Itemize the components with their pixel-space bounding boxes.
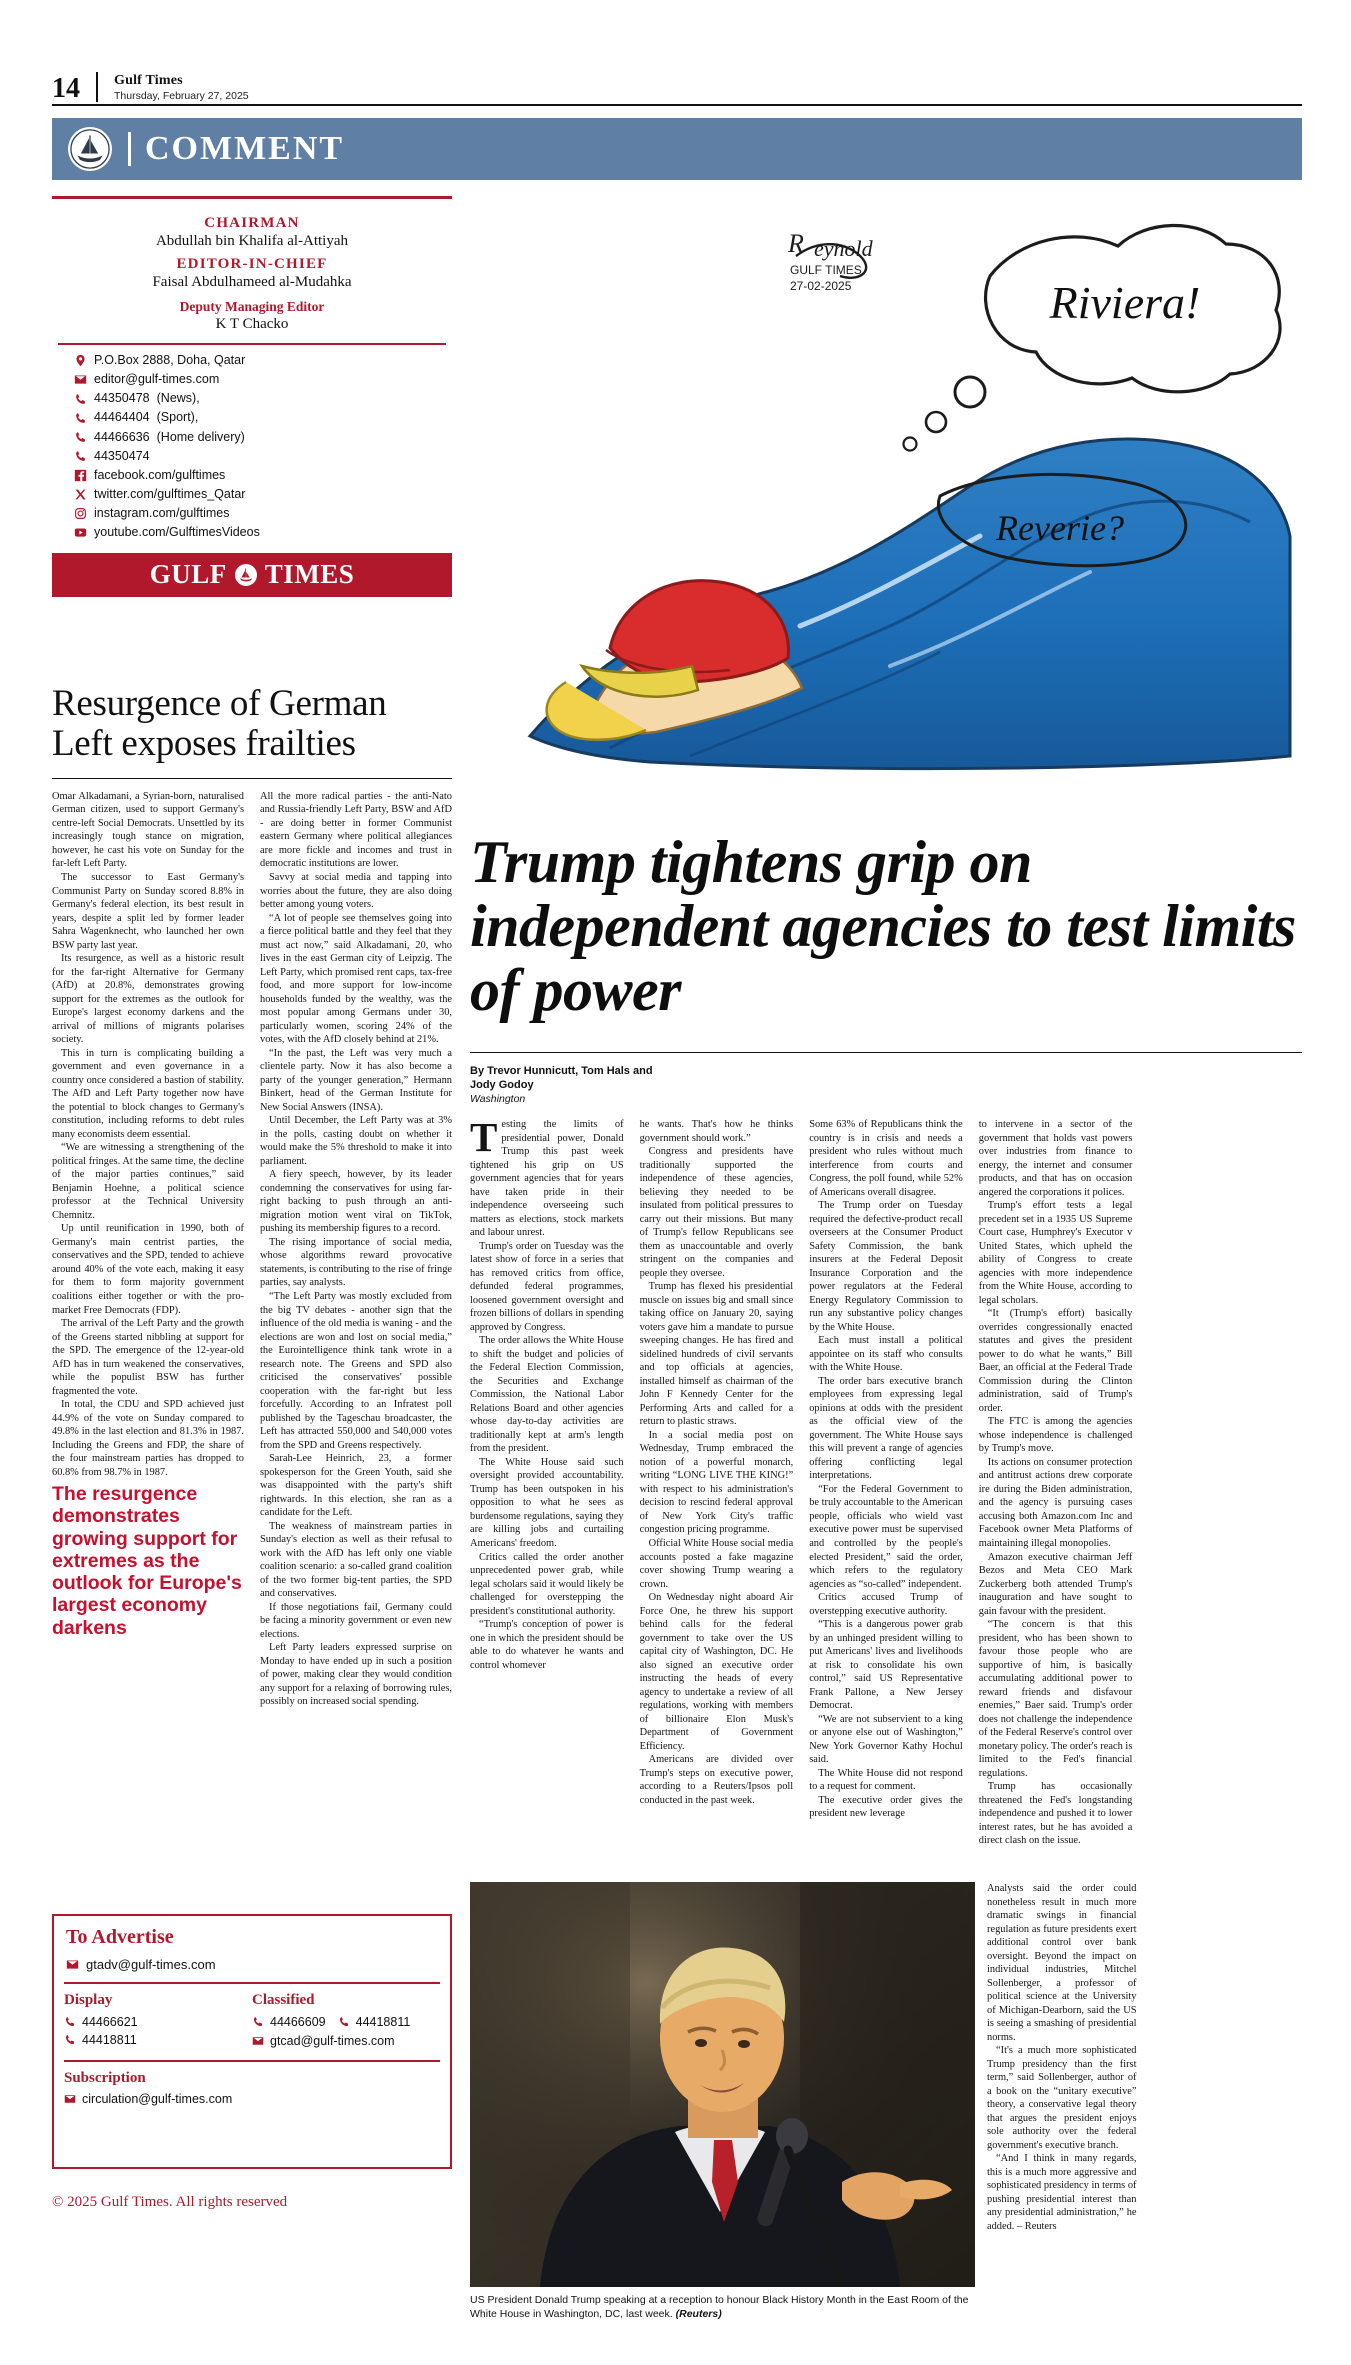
section-title: COMMENT (145, 130, 345, 167)
paragraph: In total, the CDU and SPD achieved just 44.9% of the vote on Sunday compared to 49.8% in the last election and 81.3% in 1987. Including the Greens and FDP, the share of the four mainstream parties has dropped to 60.8% from 98.7% in 1987. (52, 1399, 244, 1478)
main-article-body (470, 1114, 1302, 1868)
left-article (52, 684, 452, 1709)
paragraph: “We are witnessing a strengthening of the political fringes. At the same time, the decline of the major parties continues,” said Benjamin Hoehne, a political science professor at the Technical University Chemnitz. (52, 1142, 244, 1221)
publication-name: Gulf Times (114, 73, 183, 89)
photo-caption (470, 2294, 975, 2321)
paragraph: The successor to East Germany's Communist Party on Sunday scored 8.8% in Germany's federal election, its best result in years, despite a split led by former leader Sahra Wagenknecht, who launched her own BSW party last year. (52, 872, 244, 951)
paragraph: Its resurgence, as well as a historic result for the far-right Alternative for Germany (AfD) at 20.8%, demonstrates growing support for the extremes as the outlook for Europe's largest economy darkens and the arrival of millions of migrants polarises society. (52, 953, 244, 1046)
paragraph: “The concern is that this president, who has been shown to favour those people who are supportive of him, is basically accumulating additional power to reward friends and disfavour enemies,” Baer said. Trump's order does not challenge the independence of the Federal Reserve's control over monetary policy. The order's reach is limited to the Fed's financial regulations. (978, 1619, 1133, 1779)
contact-facebook[interactable] (74, 468, 448, 484)
contact-twitter-text: twitter.com/gulftimes_Qatar (94, 486, 246, 501)
advertise-display-column (64, 1992, 252, 2048)
classified-label: Classified (252, 1992, 315, 2008)
contact-youtube[interactable] (74, 525, 448, 541)
wordmark-emblem-icon (235, 564, 257, 586)
paragraph: Official White House social media accounts posted a fake magazine cover showing Trump wearing a crown. (639, 1537, 794, 1590)
advertise-divider (64, 1982, 440, 1984)
facebook-icon (74, 469, 87, 482)
tail-column-2 (1153, 1882, 1303, 2233)
gulf-times-wordmark (52, 553, 452, 597)
paragraph: “We are not subservient to a king or anyone else out of Washington,” New York Governor Kathy Hochul said. (809, 1713, 963, 1766)
main-headline-rule (470, 1052, 1302, 1053)
paragraph: Critics accused Trump of overstepping executive authority. (809, 1592, 963, 1617)
left-article-column-1 (52, 790, 244, 1709)
publication-date: Thursday, February 27, 2025 (114, 90, 249, 103)
paragraph: “And I think in many regards, this is a much more aggressive and sophisticated presidency in terms of pushing presidential interest than any presidential administration,” he added. – Reuters (987, 2153, 1137, 2232)
classified-email-row[interactable] (252, 2034, 432, 2048)
advertise-email-row[interactable] (66, 1957, 450, 1972)
svg-text:eynold: eynold (814, 236, 873, 261)
subscription-label: Subscription (64, 2070, 146, 2086)
wordmark-gulf: GULF (149, 559, 227, 590)
chairman-name: Abdullah bin Khalifa al-Attiyah (155, 233, 349, 249)
section-banner (52, 118, 1302, 180)
tail-column-1 (987, 1882, 1137, 2233)
folio-divider (96, 72, 98, 102)
article-photo (470, 1882, 975, 2287)
advertise-classified-column (252, 1992, 440, 2048)
contact-address (74, 353, 448, 369)
paragraph: “In the past, the Left was very much a clientele party. Now it has also become a party of the younger generation,” Hermann Binkert, head of the German Institute for New Social Answers (INSA). (260, 1047, 452, 1113)
display-phone-1-number: 44466621 (82, 2015, 138, 2029)
phone-icon (64, 2034, 76, 2046)
main-column-3 (809, 1118, 963, 1868)
display-phone-1 (64, 2015, 244, 2029)
byline-location: Washington (470, 1092, 526, 1105)
editor-name: Faisal Abdulhameed al-Mudahka (152, 274, 352, 290)
contact-facebook-text: facebook.com/gulftimes (94, 467, 226, 482)
display-phone-2 (64, 2033, 244, 2047)
svg-text:R: R (788, 229, 804, 258)
svg-text:27-02-2025: 27-02-2025 (790, 279, 852, 293)
subscription-email: circulation@gulf-times.com (82, 2092, 233, 2106)
contact-twitter[interactable] (74, 487, 448, 503)
editorial-cartoon (470, 196, 1302, 806)
banner-divider (128, 132, 131, 166)
contact-phone-news-number: 44350478 (94, 391, 150, 406)
paragraph: “For the Federal Government to be truly accountable to the American people, officials who wield vast executive power must be supervised and controlled by the people's elected President,” said the order, which refers to the regulatory agencies as “so-called” independent. (809, 1483, 963, 1590)
paragraph: “A lot of people see themselves going into a fierce political battle and they feel that they must act now,” said Alkadamani, 20, who lives in the east German city of Leipzig. The Left Party, which promised rent caps, tax-free food, and more support for low-income households funded by the wealthy, was the most popular among Germans under 30, particularly women, scoring 24% of the votes, with the AfD closely behind at 21%. (260, 912, 452, 1046)
paragraph: The weakness of mainstream parties in Sunday's election as well as their refusal to work with the AfD has left only one viable coalition scenario: a so-called grand coalition of the two former big-tent parties, the SPD and conservatives. (260, 1520, 452, 1600)
pull-quote: The resurgence demonstrates growing support for extremes as the outlook for Europe's largest economy darkens (52, 1483, 242, 1639)
paragraph: Some 63% of Republicans think the country is in crisis and needs a president who rules without much interference from courts and Congress, the poll found, while 52% of Americans overall disagree. (809, 1119, 963, 1198)
folio (52, 72, 1302, 103)
paragraph: Savvy at social media and tapping into worries about the future, they are also doing better among young voters. (260, 872, 452, 911)
paragraph: Up until reunification in 1990, both of Germany's main centrist parties, the conservatives and the SPD, tended to achieve around 40% of the vote each, making it easy for them to form majority government coalitions either together or with the pro-market Free Democrats (FDP). (52, 1223, 244, 1316)
left-article-headline: Resurgence of German Left exposes frailties (52, 683, 387, 764)
mail-icon (252, 2035, 264, 2047)
main-column-4 (979, 1118, 1133, 1868)
contact-phone-extra (74, 449, 448, 465)
classified-email: gtcad@gulf-times.com (270, 2034, 395, 2048)
paragraph: Congress and presidents have traditionally supported the independence of these agencies, believing they needed to be insulated from political pressures to carry out their missions. But many of Trump's fellow Republicans see them as unaccountable and overly stringent on the companies and people they oversee. (639, 1146, 794, 1279)
paragraph: All the more radical parties - the anti-Nato and Russia-friendly Left Party, BSW and AfD - are doing better in former Communist eastern Germany where political allegiances are more fickle and incomes and trust in democratic institutions are lower. (260, 790, 452, 870)
classified-phone-1-number: 44466609 (270, 2015, 326, 2029)
advertise-title: To Advertise (66, 1926, 174, 1948)
main-column-1 (470, 1114, 624, 1868)
folio-rule (52, 104, 1302, 106)
svg-text:GULF TIMES: GULF TIMES (790, 263, 862, 277)
youtube-icon (74, 526, 87, 539)
gulf-times-logo-icon (68, 127, 112, 171)
svg-text:Riviera!: Riviera! (1049, 277, 1201, 328)
classified-phone-1 (252, 2015, 326, 2029)
display-label: Display (64, 1992, 113, 2008)
paragraph: The Trump order on Tuesday required the defective-product recall overseers at the Consumer Product Safety Commission, the bank insurers at the Federal Deposit Insurance Corporation and the power regulators at the Federal Energy Regulatory Commission to run any substantive policy changes by the White House. (809, 1200, 963, 1333)
masthead-box (52, 196, 452, 597)
paragraph: Testing the limits of presidential power, Donald Trump this past week tightened his grip on US government agencies that for years have taken pride in their independence overseeing such matters as elections, stock markets and labour unrest. (470, 1114, 624, 1239)
subscription-email-row[interactable] (64, 2092, 440, 2106)
paragraph: The White House did not respond to a request for comment. (809, 1767, 963, 1793)
contact-instagram[interactable] (74, 506, 448, 522)
contact-phone-home-label: (Home delivery) (156, 429, 245, 444)
main-article-tail (987, 1882, 1302, 2233)
phone-icon (74, 431, 87, 444)
paragraph: The arrival of the Left Party and the growth of the Greens started nibbling at support for the SPD. The emergence of the 12-year-old AfD has in turn weakened the conservatives, while the populist BSW has further fragmented the vote. (52, 1318, 244, 1397)
advertise-divider-2 (64, 2060, 440, 2062)
contact-phone-sport (74, 410, 448, 426)
paragraph: Sarah-Lee Heinrich, 23, a former spokesperson for the Green Youth, said she was disappointed with the party's shift rightwards. In this election, she ran as a candidate for the Left. (260, 1453, 452, 1519)
masthead-divider (58, 343, 446, 345)
main-column-2 (640, 1118, 794, 1868)
paragraph: The White House said such oversight provided accountability. Trump has been outspoken in his opposition to what he sees as burdensome regulations, saying they are killing jobs and curtailing Americans' freedom. (470, 1456, 624, 1549)
paragraph: This in turn is complicating building a government and even governance in a country once considered a bastion of stability. The AfD and Left Party together now have the potential to block changes to Germany's constitution, including reforms to debt rules many economists deem essential. (52, 1047, 244, 1140)
paragraph: “The Left Party was mostly excluded from the big TV debates - another sign that the influence of the old media is waning - and the elections are won and lost on social media,” the Eurointelligence think tank wrote in a research note. The Greens and SPD also criticised the conservatives' possible cooperation with the far-right but less forcefully. According to an Infratest poll published by the Tageschau broadcaster, the Left has attracted 550,000 and 540,000 votes from the SPD and Greens respectively. (260, 1290, 452, 1451)
phone-icon (252, 2016, 264, 2028)
editor-label: EDITOR-IN-CHIEF (176, 256, 328, 272)
paragraph: The order bars executive branch employees from expressing legal opinions at odds with the president as the official view of the government. The White House says this will prevent a range of agencies offering conflicting legal interpretations. (809, 1375, 963, 1482)
paragraph: Critics called the order another unprecedented power grab, while legal scholars said it would likely be challenged for overstepping the president's constitutional authority. (470, 1551, 624, 1617)
svg-text:Reverie?: Reverie? (996, 508, 1124, 548)
mail-icon (74, 373, 87, 386)
contact-phone-home-delivery (74, 430, 448, 446)
phone-icon (338, 2016, 350, 2028)
paragraph: “It (Trump's effort) basically overrides congressionally enacted statutes and gives the president power to do what he wants,” Bill Baer, an official at the Federal Trade Commission during the Clinton administration, said of Trump's order. (978, 1308, 1133, 1414)
chairman-label: CHAIRMAN (204, 215, 300, 231)
main-column-5 (1148, 1118, 1302, 1868)
paragraph: Amazon executive chairman Jeff Bezos and Meta CEO Mark Zuckerberg both attended Trump's inauguration and have sought to gain favour with the president. (978, 1551, 1133, 1617)
paragraph: he wants. That's how he thinks government should work.” (639, 1119, 794, 1144)
subscription-block (54, 2070, 450, 2106)
paragraph: “Trump's conception of power is one in which the president should be able to do whatever he wants and control whomever (470, 1619, 624, 1671)
contact-phone-home-number: 44466636 (94, 429, 150, 444)
caption-text: US President Donald Trump speaking at a reception to honour Black History Month in the East Room of the White House in Washington, DC, last week. (470, 2294, 969, 2320)
contact-address-text: P.O.Box 2888, Doha, Qatar (94, 353, 246, 367)
paragraph: Trump has occasionally threatened the Fed's longstanding independence and pushed it to lower interest rates, but he has avoided a direct clash on the issue. (978, 1781, 1133, 1847)
location-icon (74, 354, 87, 367)
left-article-rule (52, 778, 452, 779)
paragraph: Trump's effort tests a legal precedent set in a 1935 US Supreme Court case, Humphrey's Executor v United States, which upheld the ability of Congress to create agencies with more independence from the White House, according to legal scholars. (978, 1200, 1133, 1306)
page-number: 14 (52, 73, 80, 104)
mail-icon (64, 2093, 76, 2105)
contact-youtube-text: youtube.com/GulftimesVideos (94, 525, 260, 540)
paragraph: Trump has flexed his presidential muscle on issues big and small since taking office on January 20, saying voters gave him a mandate to pursue sweeping changes. He has fired and sidelined hundreds of civil servants and top officials at agencies, installed himself as chairman of the John F Kennedy Center for the Performing Arts and called for a return to plastic straws. (639, 1281, 794, 1428)
deputy-name: K T Chacko (215, 316, 289, 332)
deputy-label: Deputy Managing Editor (179, 299, 325, 314)
caption-source: (Reuters) (675, 2307, 722, 2320)
mail-icon (66, 1958, 79, 1971)
contact-instagram-text: instagram.com/gulftimes (94, 506, 230, 520)
paragraph: A fiery speech, however, by its leader condemning the conservatives for using far-right backing to push through an anti-migration motion went viral on TikTok, pushing its membership figures to a record. (260, 1169, 452, 1235)
contact-phone-sport-label: (Sport), (156, 410, 199, 425)
paragraph: On Wednesday night aboard Air Force One, he threw his support behind calls for the federal government to take over the US capital city of Washington, DC. He also signed an executive order instructing the heads of every agency to undertake a review of all regulations, working with members of billionaire Elon Musk's Department of Government Efficiency. (639, 1592, 794, 1752)
paragraph: Americans are divided over Trump's steps on executive power, according to a Reuters/Ipsos poll conducted in the past week. (639, 1754, 794, 1806)
byline (470, 1064, 665, 1106)
phone-icon (74, 450, 87, 463)
paragraph: The rising importance of social media, whose algorithms reward provocative statements, is contributing to the rise of fringe parties, say analysts. (260, 1236, 452, 1289)
contact-email-text: editor@gulf-times.com (94, 372, 220, 387)
paragraph: “This is a dangerous power grab by an unhinged president willing to put Americans' lives and livelihoods at risk to consolidate his own control,” said US Representative Frank Pallone, a New Jersey Democrat. (809, 1619, 963, 1712)
paragraph: The order allows the White House to shift the budget and policies of the Federal Election Commission, the Securities and Exchange Commission, the National Labor Relations Board and other agencies whose day-to-day activities are traditionally kept at arm's length from the president. (470, 1335, 624, 1455)
paragraph: The FTC is among the agencies whose independence is challenged by Trump's move. (978, 1416, 1133, 1455)
wordmark-times: TIMES (264, 559, 355, 590)
classified-phone-2 (338, 2015, 411, 2029)
phone-icon (64, 2016, 76, 2028)
advertise-email: gtadv@gulf-times.com (86, 1957, 216, 1972)
paragraph: Left Party leaders expressed surprise on Monday to have ended up in such a position of power, making clear they would condition any support for a relaxing of borrowing rules, possibly on increased social spending. (260, 1642, 452, 1708)
copyright-line: © 2025 Gulf Times. All rights reserved (52, 2194, 288, 2210)
byline-authors: By Trevor Hunnicutt, Tom Hals and Jody Godoy (470, 1065, 653, 1092)
contact-phone-extra-number: 44350474 (94, 448, 150, 463)
contact-phone-sport-number: 44464404 (94, 410, 150, 425)
advertise-box (52, 1914, 452, 2169)
paragraph: to intervene in a sector of the government that holds vast powers over industries from finance to energy, the internet and consumer products, and that has on occasion angered the corporations it polices. (978, 1119, 1133, 1198)
paragraph: Until December, the Left Party was at 3% in the polls, casting doubt on whether it would make the 5% threshold to make it into parliament. (260, 1115, 452, 1167)
contact-email[interactable] (74, 372, 448, 388)
paragraph: “It's a much more sophisticated Trump presidency than the first term,” said Sollenberger, author of a book on the “unitary executive” theory, a conservative legal theory that argues the president enjoys sole authority over the federal government's executive branch. (987, 2045, 1137, 2151)
contact-list (52, 353, 452, 541)
paragraph: Analysts said the order could nonetheless result in much more dramatic swings in financial regulation as future presidents exert additional control over bank oversight. Beyond the impact on individual industries, Mitchel Sollenberger, a professor of political science at the University of Michigan-Dearborn, said the US is seeing a smashing of presidential norms. (987, 1883, 1137, 2043)
phone-icon (74, 412, 87, 425)
paragraph: Trump's order on Tuesday was the latest show of force in a series that has removed critics from office, defunded federal programmes, loosened government oversight and frozen billions of dollars in spending approved by Congress. (470, 1240, 624, 1333)
display-phone-2-number: 44418811 (82, 2033, 137, 2047)
paragraph: Its actions on consumer protection and antitrust actions drew corporate ire during the Biden administration, and the agency is pursuing cases accusing both Amazon.com Inc and Facebook owner Meta Platforms of maintaining illegal monopolies. (978, 1456, 1133, 1549)
contact-phone-news (74, 391, 448, 407)
paragraph: Each must install a political appointee on its staff who consults with the White House. (809, 1335, 963, 1374)
classified-phone-2-number: 44418811 (355, 2015, 411, 2029)
paragraph: Omar Alkadamani, a Syrian-born, naturalised German citizen, used to support Germany's centre-left Social Democrats. Unsettled by its increasingly tough stance on migration, however, he cast his vote on Sunday for the far-left Left Party. (52, 790, 244, 870)
left-article-column-2 (260, 790, 452, 1709)
contact-phone-news-label: (News), (156, 391, 200, 406)
instagram-icon (74, 507, 87, 520)
main-headline: Trump tightens grip on independent agencies to test limits of power (470, 829, 1296, 1024)
twitter-x-icon (74, 488, 87, 501)
paragraph: If those negotiations fail, Germany could be facing a minority government or even new elections. (260, 1601, 452, 1640)
paragraph: In a social media post on Wednesday, Trump embraced the notion of a powerful monarch, writing “LONG LIVE THE KING!” with respect to his administration's decision to rescind federal approval of New York City's traffic congestion pricing programme. (639, 1429, 794, 1536)
paragraph: The executive order gives the president new leverage (809, 1794, 963, 1820)
phone-icon (74, 393, 87, 406)
